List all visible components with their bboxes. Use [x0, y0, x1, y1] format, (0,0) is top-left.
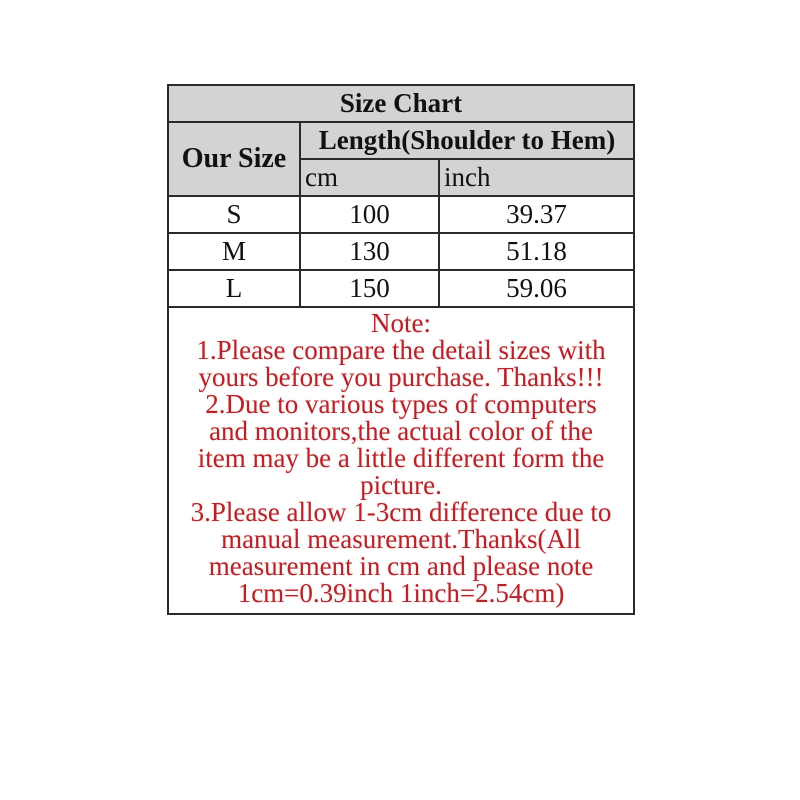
cm-cell: 150: [300, 270, 439, 307]
note-line: measurement in cm and please note: [208, 551, 594, 581]
cm-cell: 130: [300, 233, 439, 270]
table-row: [168, 233, 634, 270]
note-line: 2.Due to various types of computers: [205, 389, 597, 419]
size-cell: S: [168, 196, 300, 233]
note-line: 3.Please allow 1-3cm difference due to: [190, 497, 612, 527]
table-row: [168, 270, 634, 307]
note-row: [168, 307, 634, 614]
header-row: [168, 122, 634, 159]
note-heading: Note:: [371, 308, 431, 338]
note-line: picture.: [360, 470, 442, 500]
note-line: 1cm=0.39inch 1inch=2.54cm): [237, 578, 565, 608]
inch-cell: 59.06: [439, 270, 634, 307]
inch-cell: 39.37: [439, 196, 634, 233]
note-line: 1.Please compare the detail sizes with: [196, 335, 606, 365]
inch-cell: 51.18: [439, 233, 634, 270]
size-chart-table: [167, 84, 635, 615]
unit-cm-header: cm: [300, 159, 439, 196]
table-row: [168, 196, 634, 233]
note-line: yours before you purchase. Thanks!!!: [198, 362, 604, 392]
size-cell: M: [168, 233, 300, 270]
title-row: [168, 85, 634, 122]
note-line: manual measurement.Thanks(All: [221, 524, 581, 554]
cm-cell: 100: [300, 196, 439, 233]
our-size-header: Our Size: [168, 122, 300, 196]
size-cell: L: [168, 270, 300, 307]
note-block: [168, 307, 634, 614]
length-header: Length(Shoulder to Hem): [300, 122, 634, 159]
size-chart-title: Size Chart: [168, 85, 634, 122]
unit-inch-header: inch: [439, 159, 634, 196]
note-line: item may be a little different form the: [197, 443, 605, 473]
note-line: and monitors,the actual color of the: [209, 416, 593, 446]
